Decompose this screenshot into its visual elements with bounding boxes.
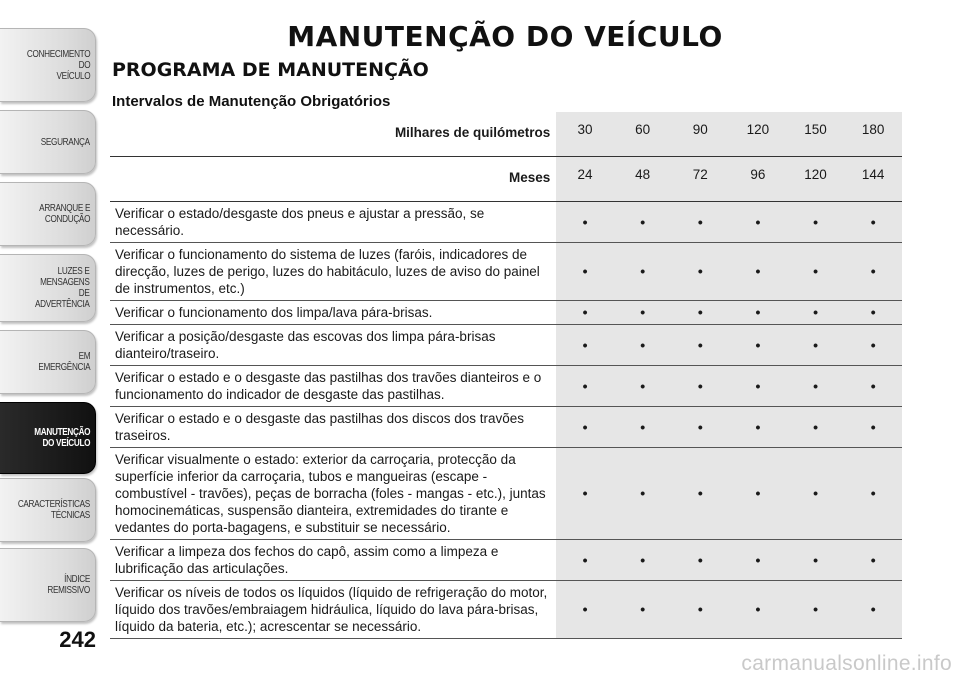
- scheduled-dot: •: [787, 448, 845, 540]
- scheduled-dot: •: [671, 366, 729, 407]
- check-description: Verificar a limpeza dos fechos do capô, assim como a limpeza e lubrificação das articulações.: [110, 540, 556, 581]
- scheduled-dot: •: [844, 448, 902, 540]
- scheduled-dot: •: [614, 407, 672, 448]
- table-row: [110, 581, 902, 639]
- scheduled-dot: •: [556, 301, 614, 325]
- scheduled-dot: •: [556, 448, 614, 540]
- tab-label: ÍNDICE REMISSIVO: [47, 574, 90, 596]
- table-row: [110, 366, 902, 407]
- table-row: [110, 243, 902, 301]
- scheduled-dot: •: [556, 366, 614, 407]
- check-description: Verificar o estado/desgaste dos pneus e ajustar a pressão, se necessário.: [110, 202, 556, 243]
- months-header-row: [110, 157, 902, 202]
- scheduled-dot: •: [844, 202, 902, 243]
- scheduled-dot: •: [614, 243, 672, 301]
- tab-label: ARRANQUE E CONDUÇÃO: [39, 203, 90, 225]
- km-interval: 90: [671, 112, 729, 157]
- scheduled-dot: •: [614, 540, 672, 581]
- scheduled-dot: •: [729, 325, 787, 366]
- watermark: carmanualsonline.info: [741, 652, 952, 675]
- scheduled-dot: •: [729, 366, 787, 407]
- scheduled-dot: •: [671, 540, 729, 581]
- table-caption: Intervalos de Manutenção Obrigatórios: [112, 93, 391, 110]
- months-header-label: Meses: [110, 157, 556, 202]
- scheduled-dot: •: [556, 407, 614, 448]
- tab-caracteristicas-tecnicas[interactable]: [0, 478, 96, 542]
- scheduled-dot: •: [671, 301, 729, 325]
- tab-arranque-e-conducao[interactable]: [0, 182, 96, 246]
- scheduled-dot: •: [844, 325, 902, 366]
- scheduled-dot: •: [614, 581, 672, 639]
- month-interval: 24: [556, 157, 614, 202]
- table-row: [110, 325, 902, 366]
- km-interval: 120: [729, 112, 787, 157]
- tab-seguranca[interactable]: [0, 110, 96, 174]
- maintenance-schedule-table: [110, 112, 902, 639]
- scheduled-dot: •: [844, 366, 902, 407]
- scheduled-dot: •: [787, 325, 845, 366]
- km-interval: 150: [787, 112, 845, 157]
- km-header-label: Milhares de quilómetros: [110, 112, 556, 157]
- tab-label: MANUTENÇÃO DO VEÍCULO: [34, 427, 90, 449]
- scheduled-dot: •: [787, 366, 845, 407]
- tab-label: CONHECIMENTO DO VEÍCULO: [26, 48, 90, 82]
- tab-label: EM EMERGÊNCIA: [38, 351, 90, 373]
- section-title: PROGRAMA DE MANUTENÇÃO: [112, 59, 429, 81]
- km-header-row: [110, 112, 902, 157]
- scheduled-dot: •: [844, 407, 902, 448]
- scheduled-dot: •: [671, 448, 729, 540]
- check-description: Verificar o funcionamento do sistema de luzes (faróis, indicadores de direcção, luzes de perigo, luzes do habitáculo, luzes de aviso do painel de instrumentos, etc.): [110, 243, 556, 301]
- tab-manutencao-do-veiculo[interactable]: [0, 402, 96, 474]
- scheduled-dot: •: [787, 301, 845, 325]
- scheduled-dot: •: [729, 581, 787, 639]
- tab-label: CARACTERÍSTICAS TÉCNICAS: [17, 499, 90, 521]
- scheduled-dot: •: [787, 407, 845, 448]
- km-interval: 60: [614, 112, 672, 157]
- scheduled-dot: •: [671, 407, 729, 448]
- scheduled-dot: •: [729, 448, 787, 540]
- scheduled-dot: •: [671, 325, 729, 366]
- check-description: Verificar os níveis de todos os líquidos (líquido de refrigeração do motor, líquido dos travões/embraiagem hidráulica, líquido do lava pára-brisas, líquido da bateria, etc.); acrescentar se necessário.: [110, 581, 556, 639]
- month-interval: 144: [844, 157, 902, 202]
- check-description: Verificar o funcionamento dos limpa/lava pára-brisas.: [110, 301, 556, 325]
- scheduled-dot: •: [787, 540, 845, 581]
- tab-em-emergencia[interactable]: [0, 330, 96, 394]
- scheduled-dot: •: [671, 243, 729, 301]
- page-number: 242: [59, 627, 96, 652]
- month-interval: 96: [729, 157, 787, 202]
- scheduled-dot: •: [614, 448, 672, 540]
- scheduled-dot: •: [844, 301, 902, 325]
- scheduled-dot: •: [556, 202, 614, 243]
- scheduled-dot: •: [556, 581, 614, 639]
- month-interval: 48: [614, 157, 672, 202]
- scheduled-dot: •: [556, 243, 614, 301]
- scheduled-dot: •: [671, 581, 729, 639]
- scheduled-dot: •: [787, 202, 845, 243]
- tab-luzes-e-mensagens[interactable]: [0, 254, 96, 322]
- scheduled-dot: •: [556, 325, 614, 366]
- table-row: [110, 301, 902, 325]
- scheduled-dot: •: [787, 243, 845, 301]
- check-description: Verificar a posição/desgaste das escovas dos limpa pára-brisas dianteiro/traseiro.: [110, 325, 556, 366]
- scheduled-dot: •: [614, 301, 672, 325]
- page-title: MANUTENÇÃO DO VEÍCULO: [287, 20, 723, 53]
- scheduled-dot: •: [671, 202, 729, 243]
- check-description: Verificar visualmente o estado: exterior da carroçaria, protecção da superfície inferior da carroçaria, tubos e mangueiras (escape - combustível - travões), peças de borracha (foles - mangas - etc.), juntas homocinemáticas, suspensão dianteira, extremidades do tirante e vedantes do porta-bagagens, e substituir se necessário.: [110, 448, 556, 540]
- tab-conhecimento-do-veiculo[interactable]: [0, 28, 96, 102]
- km-interval: 180: [844, 112, 902, 157]
- km-interval: 30: [556, 112, 614, 157]
- scheduled-dot: •: [614, 202, 672, 243]
- tab-indice-remissivo[interactable]: [0, 548, 96, 622]
- scheduled-dot: •: [729, 202, 787, 243]
- table-row: [110, 540, 902, 581]
- scheduled-dot: •: [729, 301, 787, 325]
- scheduled-dot: •: [614, 366, 672, 407]
- scheduled-dot: •: [787, 581, 845, 639]
- scheduled-dot: •: [729, 243, 787, 301]
- scheduled-dot: •: [844, 540, 902, 581]
- scheduled-dot: •: [729, 540, 787, 581]
- scheduled-dot: •: [844, 581, 902, 639]
- table-row: [110, 202, 902, 243]
- table-row: [110, 448, 902, 540]
- table-row: [110, 407, 902, 448]
- check-description: Verificar o estado e o desgaste das pastilhas dos discos dos travões traseiros.: [110, 407, 556, 448]
- month-interval: 120: [787, 157, 845, 202]
- tab-label: LUZES E MENSAGENS DE ADVERTÊNCIA: [35, 266, 90, 310]
- scheduled-dot: •: [614, 325, 672, 366]
- scheduled-dot: •: [556, 540, 614, 581]
- tab-label: SEGURANÇA: [41, 136, 90, 148]
- scheduled-dot: •: [729, 407, 787, 448]
- month-interval: 72: [671, 157, 729, 202]
- check-description: Verificar o estado e o desgaste das pastilhas dos travões dianteiros e o funcionamento do indicador de desgaste das pastilhas.: [110, 366, 556, 407]
- scheduled-dot: •: [844, 243, 902, 301]
